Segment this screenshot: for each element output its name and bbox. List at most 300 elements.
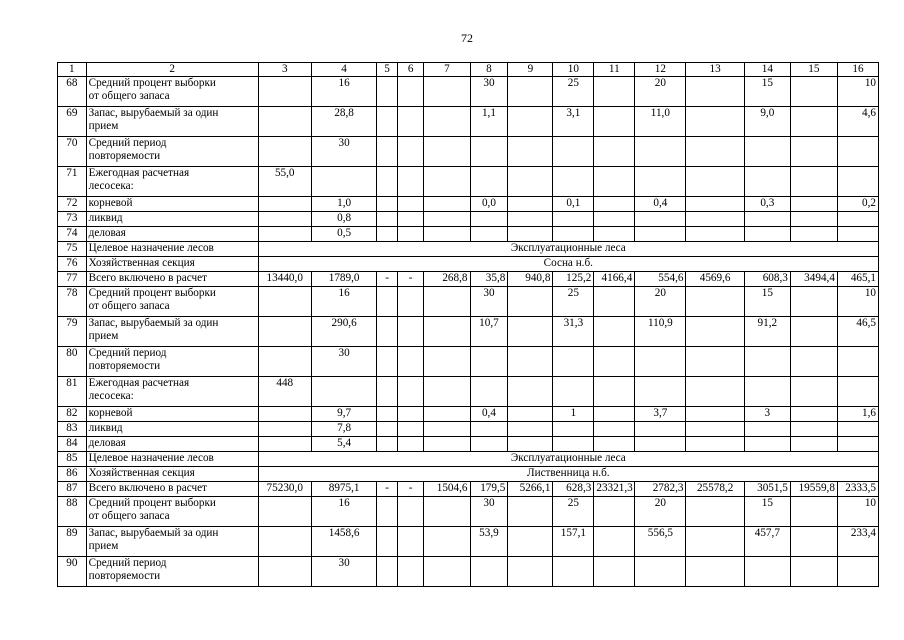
row-number: 90 xyxy=(58,557,87,587)
table-cell: 20 xyxy=(635,287,686,317)
table-row xyxy=(58,257,879,272)
table-cell: 10 xyxy=(837,77,878,107)
row-label-line: корневой xyxy=(88,407,133,419)
table-cell xyxy=(790,197,837,212)
table-cell xyxy=(635,557,686,587)
table-cell xyxy=(594,347,635,377)
table-cell xyxy=(686,557,744,587)
table-cell: 23321,3 xyxy=(594,482,635,497)
row-number: 73 xyxy=(58,212,87,227)
table-cell: 30 xyxy=(470,497,508,527)
table-cell: 35,8 xyxy=(470,272,508,287)
column-header: 3 xyxy=(258,63,311,77)
table-cell xyxy=(377,422,397,437)
row-label-line: деловая xyxy=(88,227,126,239)
table-cell xyxy=(397,422,424,437)
table-cell xyxy=(837,212,878,227)
table-cell xyxy=(635,212,686,227)
table-cell xyxy=(397,137,424,167)
row-number: 88 xyxy=(58,497,87,527)
table-cell xyxy=(377,287,397,317)
table-row xyxy=(58,137,879,167)
row-label-line: Средний процент выборки xyxy=(88,77,216,89)
table-cell xyxy=(837,227,878,242)
table-cell xyxy=(508,377,553,407)
table-cell xyxy=(424,557,470,587)
table-cell xyxy=(744,437,790,452)
table-cell: 179,5 xyxy=(470,482,508,497)
table-cell xyxy=(837,422,878,437)
table-cell: 0,2 xyxy=(837,197,878,212)
table-cell xyxy=(686,347,744,377)
row-label xyxy=(86,467,258,482)
table-cell: 125,2 xyxy=(553,272,594,287)
table-cell xyxy=(686,527,744,557)
table-cell: 0,4 xyxy=(635,197,686,212)
table-cell xyxy=(424,377,470,407)
table-cell xyxy=(594,197,635,212)
table-row xyxy=(58,452,879,467)
column-header: 11 xyxy=(594,63,635,77)
table-cell xyxy=(424,317,470,347)
table-cell xyxy=(635,227,686,242)
table-cell: 1,1 xyxy=(470,107,508,137)
row-label-line: Ежегодная расчетная xyxy=(88,377,190,389)
column-header: 13 xyxy=(686,63,744,77)
table-cell xyxy=(470,347,508,377)
row-number: 89 xyxy=(58,527,87,557)
table-row xyxy=(58,527,879,557)
table-cell: 25 xyxy=(553,497,594,527)
table-row xyxy=(58,227,879,242)
table-cell xyxy=(790,347,837,377)
table-cell xyxy=(790,212,837,227)
column-header: 14 xyxy=(744,63,790,77)
table-cell xyxy=(744,422,790,437)
row-number: 86 xyxy=(58,467,87,482)
table-cell: 2333,5 xyxy=(837,482,878,497)
table-cell xyxy=(594,287,635,317)
table-cell xyxy=(594,557,635,587)
row-label-line: Целевое назначение лесов xyxy=(88,242,214,254)
table-cell xyxy=(470,422,508,437)
table-cell xyxy=(258,212,311,227)
table-cell xyxy=(470,557,508,587)
table-cell xyxy=(790,167,837,197)
table-row xyxy=(58,167,879,197)
row-label xyxy=(86,212,258,227)
table-cell xyxy=(424,527,470,557)
table-cell xyxy=(686,212,744,227)
table-cell xyxy=(837,557,878,587)
table-cell: 28,8 xyxy=(311,107,377,137)
table-cell xyxy=(311,167,377,197)
table-cell xyxy=(508,167,553,197)
row-label xyxy=(86,347,258,377)
row-number: 74 xyxy=(58,227,87,242)
table-cell xyxy=(424,497,470,527)
table-cell xyxy=(377,347,397,377)
table-cell xyxy=(686,287,744,317)
row-label xyxy=(86,137,258,167)
table-cell xyxy=(790,317,837,347)
table-cell xyxy=(790,407,837,422)
table-cell: 554,6 xyxy=(635,272,686,287)
table-cell: 91,2 xyxy=(744,317,790,347)
table-cell: 31,3 xyxy=(553,317,594,347)
table-cell: 448 xyxy=(258,377,311,407)
table-cell: 8975,1 xyxy=(311,482,377,497)
table-cell: 10 xyxy=(837,287,878,317)
row-label xyxy=(86,242,258,257)
table-cell xyxy=(837,437,878,452)
table-cell xyxy=(790,77,837,107)
table-cell xyxy=(258,107,311,137)
row-label xyxy=(86,482,258,497)
table-cell xyxy=(594,407,635,422)
table-cell xyxy=(258,137,311,167)
row-label xyxy=(86,197,258,212)
table-cell xyxy=(790,287,837,317)
table-cell xyxy=(397,527,424,557)
row-label-line: повторяемости xyxy=(88,150,161,162)
table-cell: 16 xyxy=(311,497,377,527)
table-cell xyxy=(744,347,790,377)
row-number: 77 xyxy=(58,272,87,287)
table-cell xyxy=(377,557,397,587)
table-cell: 0,5 xyxy=(311,227,377,242)
table-cell: 25578,2 xyxy=(686,482,744,497)
section-span-cell: Эксплуатационные леса xyxy=(258,452,878,467)
table-cell xyxy=(397,212,424,227)
table-header-row xyxy=(58,63,879,77)
table-cell xyxy=(377,167,397,197)
row-number: 87 xyxy=(58,482,87,497)
table-cell xyxy=(594,437,635,452)
table-cell xyxy=(594,422,635,437)
table-cell xyxy=(553,437,594,452)
table-cell xyxy=(594,317,635,347)
row-number: 75 xyxy=(58,242,87,257)
table-cell: 3,1 xyxy=(553,107,594,137)
table-row xyxy=(58,407,879,422)
table-cell xyxy=(508,527,553,557)
table-cell xyxy=(508,557,553,587)
table-cell xyxy=(594,527,635,557)
table-row xyxy=(58,77,879,107)
row-label xyxy=(86,557,258,587)
table-cell xyxy=(508,347,553,377)
table-row xyxy=(58,422,879,437)
table-cell xyxy=(790,527,837,557)
table-cell: 9,7 xyxy=(311,407,377,422)
table-cell xyxy=(397,317,424,347)
row-label xyxy=(86,437,258,452)
table-cell xyxy=(508,287,553,317)
table-cell: 5,4 xyxy=(311,437,377,452)
row-number: 80 xyxy=(58,347,87,377)
table-cell xyxy=(508,317,553,347)
row-number: 76 xyxy=(58,257,87,272)
table-cell: 940,8 xyxy=(508,272,553,287)
row-label xyxy=(86,527,258,557)
table-cell xyxy=(635,437,686,452)
row-number: 78 xyxy=(58,287,87,317)
table-cell: 290,6 xyxy=(311,317,377,347)
table-cell xyxy=(790,437,837,452)
table-cell xyxy=(258,347,311,377)
table-cell xyxy=(424,347,470,377)
table-cell xyxy=(424,212,470,227)
row-number: 79 xyxy=(58,317,87,347)
table-cell xyxy=(790,557,837,587)
table-cell xyxy=(744,137,790,167)
table-cell xyxy=(258,437,311,452)
table-cell xyxy=(508,422,553,437)
column-header: 16 xyxy=(837,63,878,77)
table-cell xyxy=(311,377,377,407)
table-cell xyxy=(377,527,397,557)
table-row xyxy=(58,212,879,227)
row-label xyxy=(86,227,258,242)
table-cell xyxy=(397,377,424,407)
row-label-line: Ежегодная расчетная xyxy=(88,167,190,179)
table-cell xyxy=(594,167,635,197)
table-cell xyxy=(508,227,553,242)
table-cell: 1789,0 xyxy=(311,272,377,287)
table-cell xyxy=(837,137,878,167)
table-cell: 2782,3 xyxy=(635,482,686,497)
row-label-line: прием xyxy=(88,330,119,342)
table-row xyxy=(58,197,879,212)
table-cell: 15 xyxy=(744,287,790,317)
table-cell: 19559,8 xyxy=(790,482,837,497)
row-number: 69 xyxy=(58,107,87,137)
row-label-line: Средний период xyxy=(88,347,167,359)
table-cell: 1458,6 xyxy=(311,527,377,557)
row-number: 70 xyxy=(58,137,87,167)
table-cell xyxy=(553,227,594,242)
row-label xyxy=(86,377,258,407)
row-label xyxy=(86,272,258,287)
table-cell: 1504,6 xyxy=(424,482,470,497)
table-cell xyxy=(258,317,311,347)
row-number: 81 xyxy=(58,377,87,407)
table-cell: 30 xyxy=(311,347,377,377)
table-cell xyxy=(377,377,397,407)
table-cell xyxy=(377,137,397,167)
table-cell xyxy=(470,137,508,167)
table-cell xyxy=(594,137,635,167)
table-row xyxy=(58,497,879,527)
table-cell xyxy=(553,557,594,587)
table-cell: - xyxy=(397,482,424,497)
table-cell: 608,3 xyxy=(744,272,790,287)
table-cell xyxy=(424,407,470,422)
table-cell xyxy=(553,212,594,227)
table-cell xyxy=(258,407,311,422)
column-header: 6 xyxy=(397,63,424,77)
table-cell: 7,8 xyxy=(311,422,377,437)
row-label xyxy=(86,107,258,137)
row-label-line: повторяемости xyxy=(88,360,161,372)
table-cell: 30 xyxy=(311,557,377,587)
row-label xyxy=(86,287,258,317)
table-cell xyxy=(377,77,397,107)
table-cell xyxy=(553,377,594,407)
table-cell xyxy=(508,77,553,107)
row-label-line: прием xyxy=(88,120,119,132)
row-label-line: Средний период xyxy=(88,137,167,149)
table-cell xyxy=(258,527,311,557)
table-cell xyxy=(744,167,790,197)
table-cell xyxy=(397,407,424,422)
table-cell xyxy=(424,437,470,452)
table-cell: 15 xyxy=(744,77,790,107)
table-cell: 15 xyxy=(744,497,790,527)
table-cell xyxy=(686,137,744,167)
table-cell xyxy=(594,377,635,407)
row-label-line: Хозяйственная секция xyxy=(88,257,195,269)
row-label xyxy=(86,422,258,437)
table-row xyxy=(58,317,879,347)
row-label-line: Всего включено в расчет xyxy=(88,272,207,284)
row-number: 85 xyxy=(58,452,87,467)
table-cell xyxy=(258,287,311,317)
table-cell xyxy=(594,227,635,242)
table-cell xyxy=(397,347,424,377)
table-cell: 3 xyxy=(744,407,790,422)
table-cell xyxy=(424,197,470,212)
table-cell xyxy=(377,212,397,227)
table-cell xyxy=(424,167,470,197)
table-cell xyxy=(790,107,837,137)
table-cell: 1,6 xyxy=(837,407,878,422)
table-cell xyxy=(508,107,553,137)
table-cell xyxy=(790,377,837,407)
table-cell xyxy=(553,137,594,167)
table-cell xyxy=(377,107,397,137)
table-cell: 1 xyxy=(553,407,594,422)
table-cell: 53,9 xyxy=(470,527,508,557)
table-cell: 268,8 xyxy=(424,272,470,287)
table-cell xyxy=(397,107,424,137)
table-cell xyxy=(508,197,553,212)
table-cell: 3494,4 xyxy=(790,272,837,287)
table-cell xyxy=(424,422,470,437)
table-cell xyxy=(686,107,744,137)
column-header: 12 xyxy=(635,63,686,77)
row-number: 71 xyxy=(58,167,87,197)
table-cell xyxy=(377,437,397,452)
row-label xyxy=(86,452,258,467)
table-row xyxy=(58,437,879,452)
row-label-line: Запас, вырубаемый за один xyxy=(88,317,219,329)
row-label xyxy=(86,257,258,272)
table-cell xyxy=(508,437,553,452)
table-cell: 16 xyxy=(311,287,377,317)
table-cell xyxy=(397,287,424,317)
table-cell: 11,0 xyxy=(635,107,686,137)
column-header: 15 xyxy=(790,63,837,77)
table-cell xyxy=(377,197,397,212)
table-cell xyxy=(744,212,790,227)
table-cell: 25 xyxy=(553,287,594,317)
table-cell: 556,5 xyxy=(635,527,686,557)
table-cell xyxy=(594,212,635,227)
table-cell: 20 xyxy=(635,497,686,527)
table-cell xyxy=(508,137,553,167)
table-cell xyxy=(397,437,424,452)
row-label xyxy=(86,167,258,197)
table-cell xyxy=(424,107,470,137)
section-span-cell: Сосна н.б. xyxy=(258,257,878,272)
row-label-line: прием xyxy=(88,540,119,552)
table-cell: 4,6 xyxy=(837,107,878,137)
table-cell: 20 xyxy=(635,77,686,107)
table-cell xyxy=(424,287,470,317)
table-cell xyxy=(686,407,744,422)
table-cell: 4569,6 xyxy=(686,272,744,287)
table-cell xyxy=(686,437,744,452)
table-cell: 16 xyxy=(311,77,377,107)
table-cell: 13440,0 xyxy=(258,272,311,287)
table-cell: 1,0 xyxy=(311,197,377,212)
table-cell xyxy=(377,227,397,242)
table-cell xyxy=(686,377,744,407)
table-cell xyxy=(635,137,686,167)
row-label-line: лесосека: xyxy=(88,180,134,192)
table-cell xyxy=(508,497,553,527)
table-cell xyxy=(790,497,837,527)
table-cell xyxy=(744,557,790,587)
table-cell: 110,9 xyxy=(635,317,686,347)
table-cell xyxy=(397,77,424,107)
table-row xyxy=(58,377,879,407)
table-cell: 30 xyxy=(311,137,377,167)
section-span-cell: Лиственница н.б. xyxy=(258,467,878,482)
row-number: 68 xyxy=(58,77,87,107)
column-header: 8 xyxy=(470,63,508,77)
row-label xyxy=(86,497,258,527)
table-cell xyxy=(686,167,744,197)
row-label xyxy=(86,317,258,347)
table-cell: - xyxy=(377,482,397,497)
table-cell: 3,7 xyxy=(635,407,686,422)
table-cell xyxy=(397,227,424,242)
row-number: 83 xyxy=(58,422,87,437)
row-number: 72 xyxy=(58,197,87,212)
column-header: 4 xyxy=(311,63,377,77)
row-label-line: от общего запаса xyxy=(88,90,170,102)
table-cell xyxy=(258,197,311,212)
table-cell xyxy=(508,212,553,227)
table-cell xyxy=(635,347,686,377)
table-cell xyxy=(424,77,470,107)
page-number: 72 xyxy=(461,31,473,45)
column-header: 1 xyxy=(58,63,87,77)
table-cell xyxy=(470,212,508,227)
column-header: 9 xyxy=(508,63,553,77)
table-cell xyxy=(424,227,470,242)
table-cell xyxy=(837,377,878,407)
table-cell: 3051,5 xyxy=(744,482,790,497)
table-cell xyxy=(424,137,470,167)
column-header: 7 xyxy=(424,63,470,77)
table-cell xyxy=(258,557,311,587)
table-cell xyxy=(397,197,424,212)
data-table xyxy=(57,62,879,587)
